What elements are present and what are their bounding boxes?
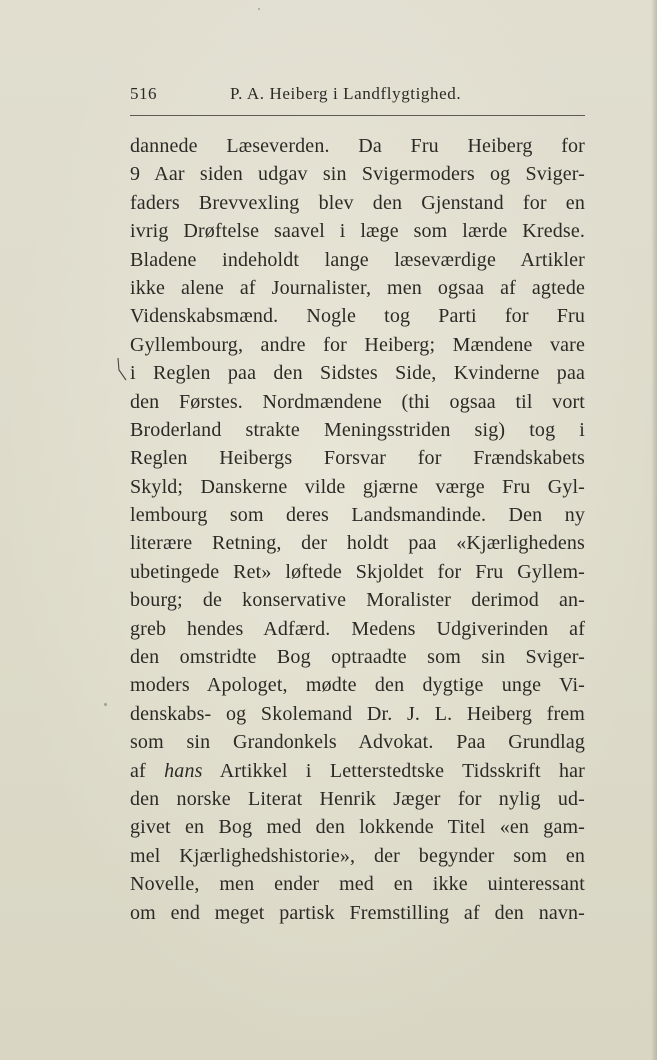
paper-speck [258,8,260,10]
text-line: ubetingede Ret» løftede Skjoldet for Fru Gyllem- [130,560,585,583]
text-line: Novelle, men ender med en ikke uinteressant [130,873,585,896]
text-line: Bladene indeholdt lange læseværdige Artikler [130,248,585,271]
text-line: den norske Literat Henrik Jæger for nylig ud- [130,787,585,810]
text-line: ivrig Drøftelse saavel i læge som lærde Kredse. [130,220,585,243]
header-rule [130,115,585,116]
text-line: faders Brevvexling blev den Gjenstand for en [130,191,585,214]
text-line: moders Apologet, mødte den dygtige unge Vi- [130,674,585,697]
text-line: ikke alene af Journalister, men ogsaa af agtede [130,276,585,299]
text-line: Gyllembourg, andre for Heiberg; Mændene vare [130,333,585,356]
text-line: literære Retning, der holdt paa «Kjærlighedens [130,532,585,555]
text-line: om end meget partisk Fremstilling af den navn- [130,901,585,924]
text-line: som sin Grandonkels Advokat. Paa Grundlag [130,731,585,754]
running-title: P. A. Heiberg i Landflygtighed. [230,84,462,103]
page-number: 516 [130,84,157,103]
text-line: greb hendes Adfærd. Medens Udgiverinden af [130,617,585,640]
page-edge-shadow [651,0,657,1060]
text-line: bourg; de konservative Moralister derimod an- [130,589,585,612]
text-line: lembourg som deres Landsmandinde. Den ny [130,504,585,527]
margin-pencil-mark [116,356,128,386]
text-segment: af [130,759,165,782]
text-line: 9 Aar siden udgav sin Svigermoders og Sviger- [130,163,585,186]
text-line: Broderland strakte Meningsstriden sig) tog i [130,418,585,441]
paper-speck [104,703,107,706]
italic-word: hans [164,759,203,782]
text-line: Videnskabsmænd. Nogle tog Parti for Fru [130,305,585,328]
text-line: den omstridte Bog optraadte som sin Sviger- [130,646,585,669]
text-line: Reglen Heibergs Forsvar for Frændskabets [130,447,585,470]
text-line: i Reglen paa den Sidstes Side, Kvinderne paa [130,362,585,385]
text-line: givet en Bog med den lokkende Titel «en gam- [130,816,585,839]
text-line: denskabs- og Skolemand Dr. J. L. Heiberg frem [130,702,585,725]
text-segment: Artikkel i Letterstedtske Tidsskrift har [202,759,585,782]
text-line: den Førstes. Nordmændene (thi ogsaa til vort [130,390,585,413]
text-line: Skyld; Danskerne vilde gjærne værge Fru Gyl- [130,475,585,498]
body-text [130,132,585,927]
text-line [130,757,585,785]
text-line: dannede Læseverden. Da Fru Heiberg for [130,135,585,157]
running-head [130,80,585,110]
text-line: mel Kjærlighedshistorie», der begynder som en [130,844,585,867]
